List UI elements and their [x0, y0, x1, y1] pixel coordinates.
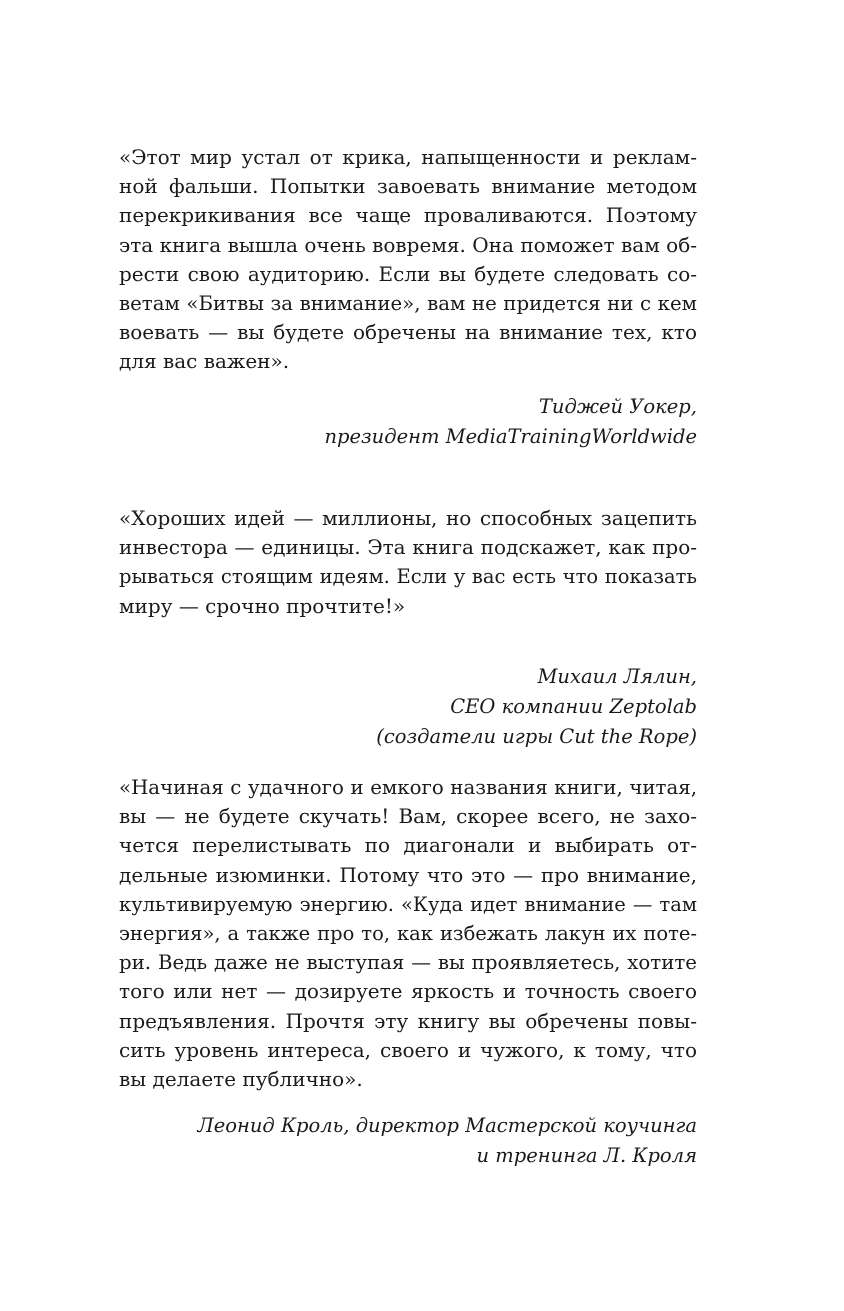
quote-line: вы делаете публично». — [119, 1066, 363, 1091]
quote-line: предъявления. Прочтя эту книгу вы обречены повы- — [119, 1008, 697, 1033]
quote-line: перекрикивания все чаще проваливаются. Поэтому — [119, 203, 697, 228]
endorsement-quote-lyalin — [119, 504, 697, 621]
quote-line: ной фальши. Попытки завоевать внимание методом — [119, 174, 697, 199]
quote-line: эта книга вышла очень вовремя. Она поможет вам об- — [119, 232, 697, 257]
quote-line: инвестора — единицы. Эта книга подскажет, как про- — [119, 535, 697, 560]
quote-line: вы — не будете скучать! Вам, скорее всего, не захо- — [119, 804, 697, 829]
quote-line: ри. Ведь даже не выступая — вы проявляетесь, хотите — [119, 951, 697, 975]
attribution-name: Тиджей Уокер, — [538, 395, 697, 418]
quote-line: ветам «Битвы за внимание», вам не придется ни с кем — [119, 291, 697, 315]
quote-line: чется перелистывать по диагонали и выбирать от- — [119, 833, 697, 858]
quote-line: рести свою аудиторию. Если вы будете следовать со- — [119, 261, 697, 286]
endorsement-quote-walker — [119, 143, 697, 377]
quote-line: сить уровень интереса, своего и чужого, к тому, что — [119, 1037, 697, 1062]
quote-line: воевать — вы будете обречены на внимание тех, кто — [119, 320, 697, 345]
attribution-krol — [119, 1111, 697, 1171]
quote-line: «Начиная с удачного и емкого названия книги, читая, — [119, 776, 697, 799]
quote-line: «Хороших идей — миллионы, но способных зацепить — [119, 506, 697, 530]
attribution-title: президент MediaTrainingWorldwide — [324, 425, 697, 448]
quote-line: для вас важен». — [119, 349, 290, 374]
attribution-title: и тренинга Л. Кроля — [476, 1144, 697, 1167]
quote-line: «Этот мир устал от крика, напыщенности и реклам- — [119, 145, 697, 169]
attribution-note: (создатели игры Cut the Rope) — [376, 725, 697, 748]
attribution-lyalin — [119, 662, 697, 752]
quote-line: рываться стоящим идеям. Если у вас есть что показать — [119, 565, 697, 589]
quote-line: дельные изюминки. Потому что это — про внимание, — [119, 862, 697, 887]
quote-line: культивируемую энергию. «Куда идет внимание — там — [119, 892, 697, 916]
endorsement-quote-krol — [119, 773, 697, 1094]
attribution-title: CEO компании Zeptolab — [450, 695, 697, 718]
attribution-walker — [119, 392, 697, 452]
attribution-name: Леонид Кроль, директор Мастерской коучинга — [197, 1114, 697, 1137]
quote-line: миру — срочно прочтите!» — [119, 593, 406, 618]
attribution-name: Михаил Лялин, — [537, 665, 697, 688]
quote-line: того или нет — дозируете яркость и точность своего — [119, 979, 697, 1004]
quote-line: энергия», а также про то, как избежать лакун их поте- — [119, 921, 697, 945]
